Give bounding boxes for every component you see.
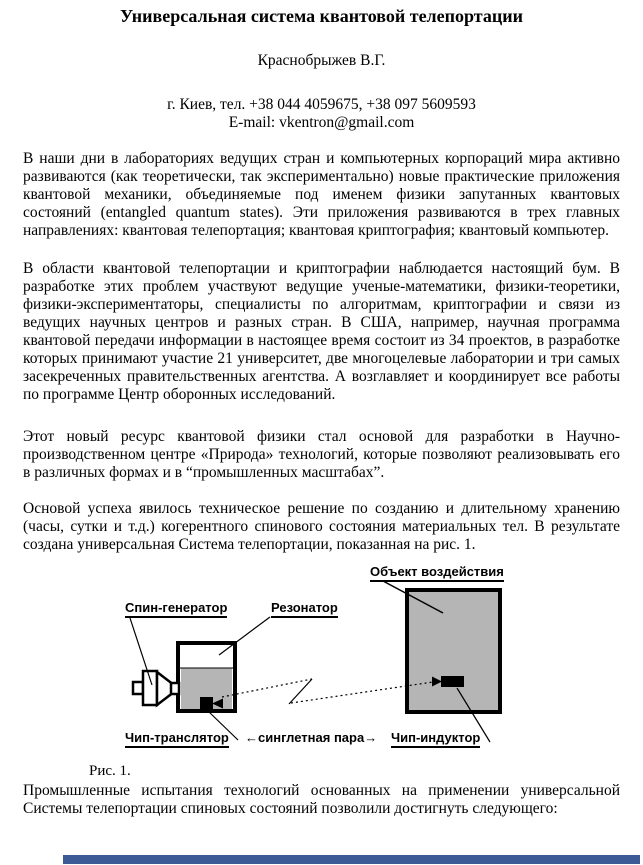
text-selection-highlight — [63, 855, 640, 864]
spin-generator-pointer-line — [130, 618, 152, 685]
resonator-pointer-line — [219, 617, 270, 655]
spin-generator-stub-right — [171, 683, 179, 694]
spin-generator-body — [143, 671, 157, 705]
author-name: Краснобрыжев В.Г. — [257, 52, 386, 69]
paragraph-results-intro: Промышленные испытания технологий основанных на применении универсальной Системы телепортации спиновых состояний позволили достигнуть следующего: — [23, 782, 620, 817]
contact-email: E-mail: vkentron@gmail.com — [228, 114, 415, 131]
label-object-target: Объект воздействия — [370, 565, 504, 582]
label-chip-translator: Чип-транслятор — [125, 731, 229, 748]
figure-1-diagram — [0, 565, 643, 760]
chip-translator-rect — [200, 697, 213, 709]
page-title: Универсальная система квантовой телепортации — [120, 6, 523, 26]
label-resonator: Резонатор — [271, 601, 338, 618]
target-object-box — [407, 590, 500, 712]
spin-generator-stub-left — [133, 682, 143, 694]
paragraph-intro: В наши дни в лабораториях ведущих стран и компьютерных корпораций мира активно развиваются (как теоретически, так экспериментально) новые практические приложения квантовой механики, объединяемые под именем физики запутанных квантовых состояний (entangled quantum states). Эти приложения развиваются в трех главных направлениях: квантовая телепортация; квантовая криптография; квантовый компьютер. — [23, 150, 620, 239]
chip-inductor-rect — [441, 676, 464, 687]
figure-caption: Рис. 1. — [89, 763, 131, 779]
paragraph-system: Основой успеха явилось техническое решение по созданию и длительному хранению (часы, сутки и т.д.) когерентного спинового состояния материальных тел. В результате создана универсальная Система телепортации, показанная на рис. 1. — [23, 500, 620, 553]
label-spin-generator: Спин-генератор — [125, 601, 227, 618]
paragraph-boom: В области квантовой телепортации и криптографии наблюдается настоящий бум. В разработке этих проблем участвуют ведущие ученые-математики, физики-теоретики, физики-экспериментаторы, специалисты по алгоритмам, криптографии и связи из ведущих научных центров и разных стран. В США, например, научная программа квантовой передачи информации в настоящее время состоит из 34 проектов, в разработке которых принимают участие 21 университет, две многоцелевые лаборатории и три самых засекреченных правительственных агентства. А возглавляет и координирует все работы по программе Центр оборонных исследований. — [23, 260, 620, 403]
label-singlet-pair: ←синглетная пара→ — [245, 730, 378, 745]
contact-block — [23, 96, 620, 132]
contact-phone: г. Киев, тел. +38 044 4059675, +38 097 5609593 — [167, 96, 476, 113]
label-chip-inductor: Чип-индуктор — [391, 731, 480, 748]
paragraph-priroda: Этот новый ресурс квантовой физики стал основой для разработки в Научно-производственном центре «Природа» технологий, которые позволяют реализовывать его в различных формах и в “промышленных масштабах”. — [23, 428, 620, 481]
